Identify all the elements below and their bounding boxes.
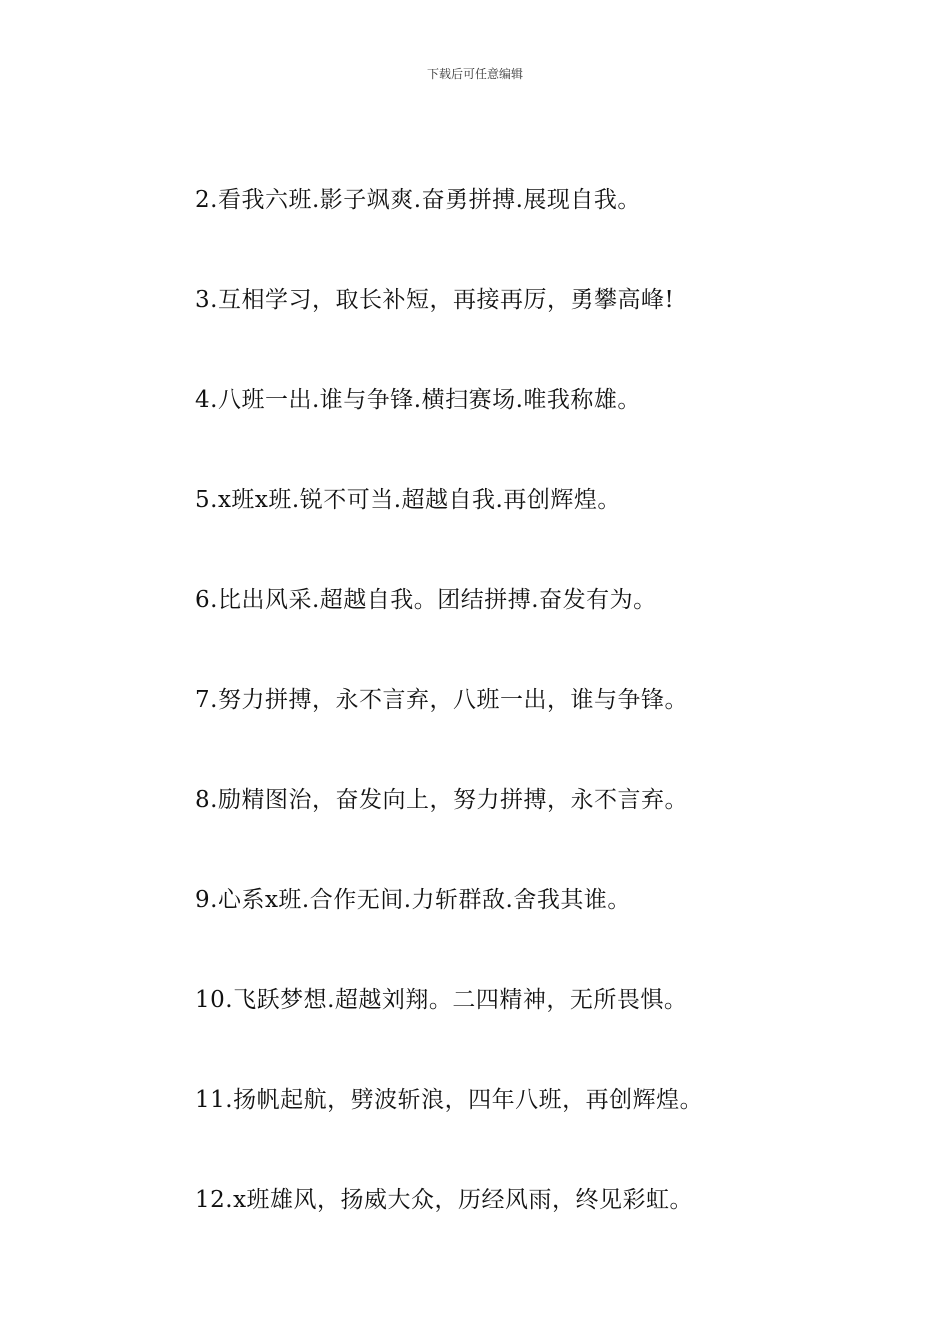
- slogan-item: 3.互相学习，取长补短，再接再厉，勇攀高峰!: [195, 287, 675, 313]
- slogan-item: 9.心系x班.合作无间.力斩群敌.舍我其谁。: [195, 887, 631, 913]
- slogan-item: 11.扬帆起航，劈波斩浪，四年八班，再创辉煌。: [195, 1087, 704, 1113]
- slogan-item: 4.八班一出.谁与争锋.横扫赛场.唯我称雄。: [195, 387, 641, 413]
- slogan-item: 12.x班雄风，扬威大众，历经风雨，终见彩虹。: [195, 1187, 694, 1213]
- slogan-item: 5.x班x班.锐不可当.超越自我.再创辉煌。: [195, 487, 621, 513]
- slogan-item: 8.励精图治，奋发向上，努力拼搏，永不言弃。: [195, 787, 688, 813]
- slogan-item: 6.比出风采.超越自我。团结拼搏.奋发有为。: [195, 587, 657, 613]
- slogan-item: 7.努力拼搏，永不言弃，八班一出，谁与争锋。: [195, 687, 688, 713]
- slogan-list: [195, 183, 915, 1283]
- slogan-item: 10.飞跃梦想.超越刘翔。二四精神，无所畏惧。: [195, 987, 688, 1013]
- slogan-item: 2.看我六班.影子飒爽.奋勇拼搏.展现自我。: [195, 187, 641, 213]
- page-header: 下载后可任意编辑: [426, 67, 523, 81]
